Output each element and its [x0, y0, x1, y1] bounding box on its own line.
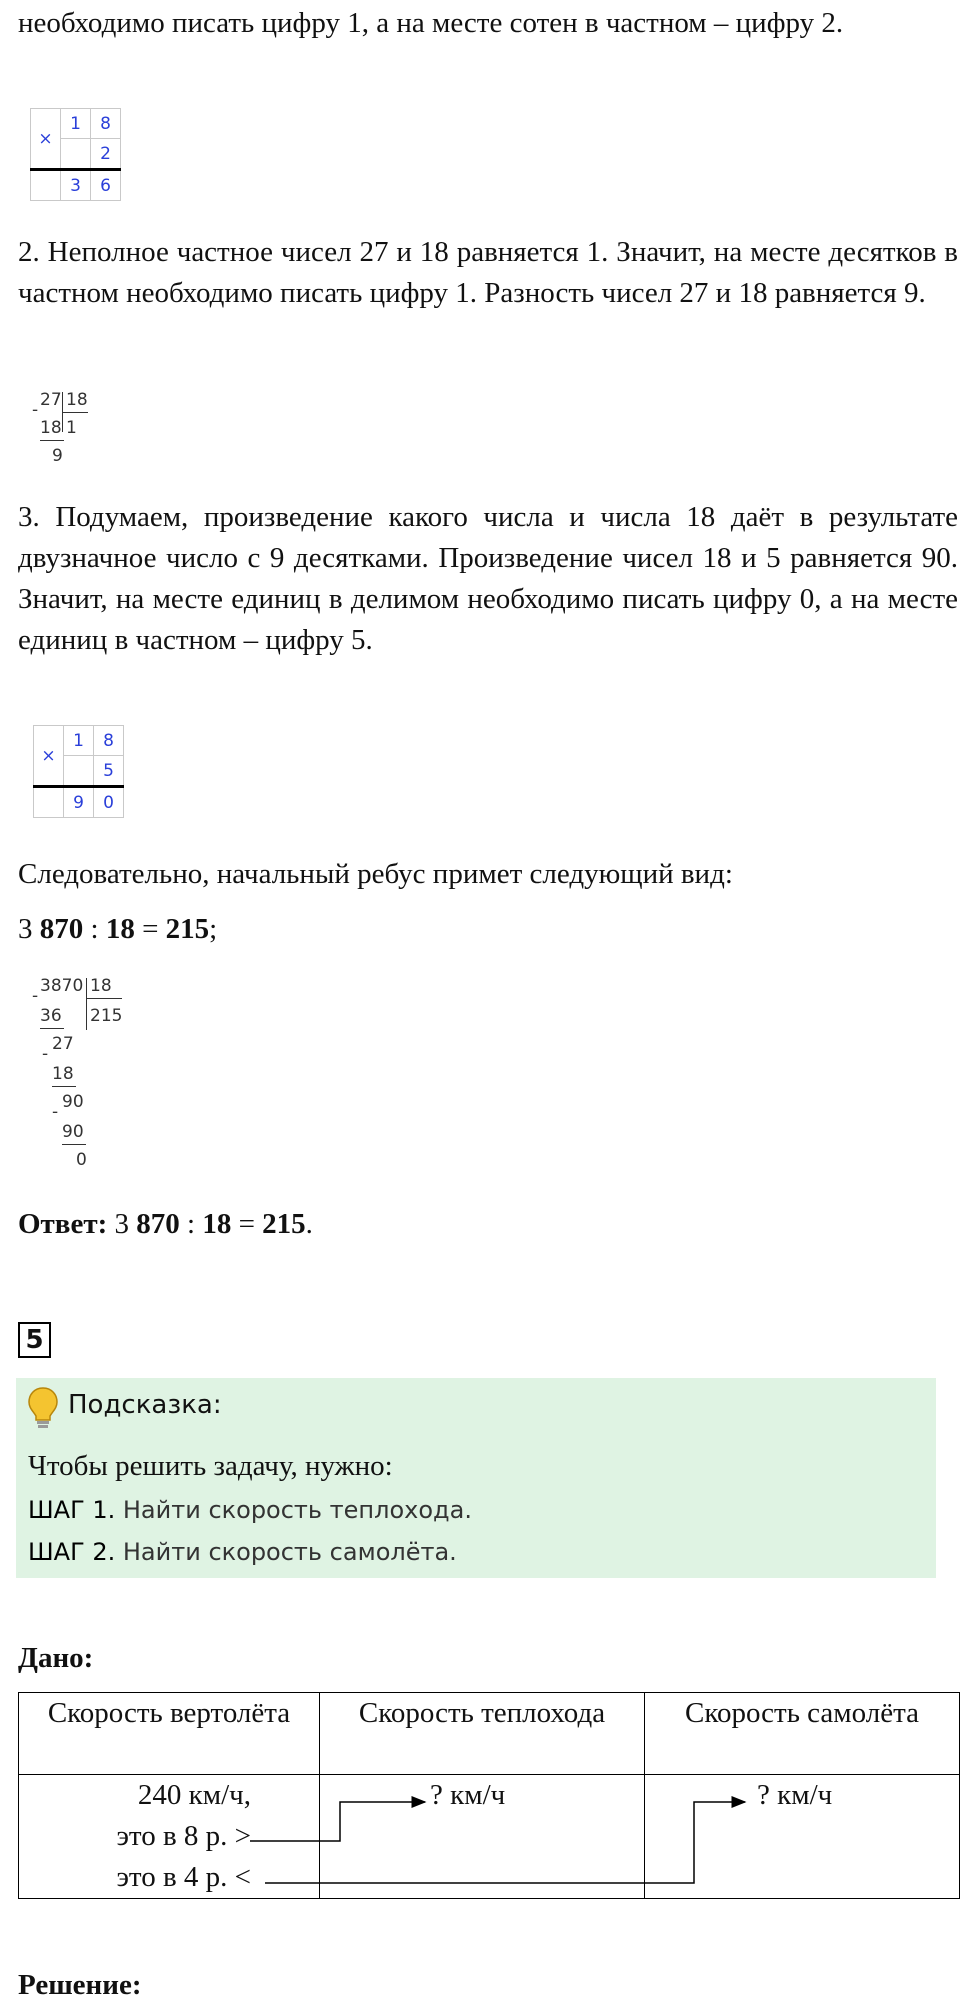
- answer-label: Ответ:: [18, 1208, 108, 1240]
- given-label-text: Дано:: [18, 1642, 94, 1674]
- division-step: 90: [62, 1122, 84, 1142]
- grid-cell: 1: [64, 726, 94, 756]
- step-2-text: 2. Неполное частное чисел 27 и 18 равняется 1. Значит, на месте десятков в частном необходимо писать цифру 1. Разность чисел 27 и 18 равняется 9.: [18, 236, 958, 309]
- arrow-to-plane: [265, 1802, 745, 1883]
- division-step: 90: [62, 1092, 84, 1112]
- division-dividend: 27: [40, 390, 62, 410]
- eq-part: 3: [18, 913, 40, 945]
- conclusion-text: Следовательно, начальный ребус примет следующий вид:: [18, 858, 733, 890]
- grid-cell: 0: [94, 787, 124, 818]
- grid-cell: 9: [64, 787, 94, 818]
- eq-part: =: [231, 1208, 263, 1240]
- division-divisor: 18: [66, 390, 88, 410]
- eq-part: .: [305, 1208, 313, 1240]
- division-quotient: 1: [66, 418, 77, 438]
- division-step: 27: [52, 1034, 74, 1054]
- relation-more: это в 8 р. >: [116, 1820, 251, 1852]
- table-header: Скорость вертолёта: [19, 1693, 320, 1775]
- eq-part-bold: 18: [202, 1208, 232, 1240]
- step-label: ШАГ 1.: [28, 1496, 116, 1524]
- unknown-speed: ? км/ч: [757, 1779, 833, 1811]
- step-text: Найти скорость самолёта.: [115, 1538, 457, 1566]
- multiply-sign: ×: [31, 109, 61, 170]
- grid-cell: 2: [91, 139, 121, 170]
- minus-sign: -: [32, 400, 39, 420]
- grid-cell: 6: [91, 170, 121, 201]
- step-text: Найти скорость теплохода.: [115, 1496, 472, 1524]
- grid-cell: 3: [61, 170, 91, 201]
- eq-part-bold: 870: [136, 1208, 180, 1240]
- division-dividend: 3870: [40, 976, 84, 996]
- division-divisor: 18: [90, 976, 112, 996]
- intro-text: необходимо писать цифру 1, а на месте сотен в частном – цифру 2.: [18, 7, 844, 39]
- minus-sign: -: [42, 1044, 49, 1064]
- speed-value: 240 км/ч,: [137, 1779, 251, 1811]
- eq-part: =: [134, 913, 166, 945]
- eq-part: 3: [107, 1208, 137, 1240]
- minus-sign: -: [32, 986, 39, 1006]
- step-label: ШАГ 2.: [28, 1538, 116, 1566]
- hint-title: Подсказка:: [68, 1390, 222, 1420]
- grid-cell: 8: [94, 726, 124, 756]
- eq-part-bold: 870: [39, 913, 84, 945]
- unknown-speed: ? км/ч: [430, 1779, 506, 1811]
- task-number-badge: 5: [18, 1322, 51, 1358]
- hint-intro: Чтобы решить задачу, нужно:: [28, 1450, 393, 1482]
- division-subtrahend: 18: [40, 418, 62, 438]
- grid-cell: 5: [94, 756, 124, 787]
- table-header: Скорость теплохода: [320, 1693, 645, 1775]
- grid-cell: 1: [61, 109, 91, 139]
- step-3-text: 3. Подумаем, произведение какого числа и числа 18 даёт в результате двузначное число с 9 десятками. Произведение чисел 18 и 5 равняется 90. Значит, на месте единиц в делимом необходимо писать цифру 0, а на месте единиц в частном – цифру 5.: [18, 501, 958, 656]
- relation-less: это в 4 р. <: [116, 1861, 251, 1893]
- eq-part-bold: 215: [165, 913, 210, 945]
- table-header: Скорость самолёта: [645, 1693, 960, 1775]
- eq-part: ;: [209, 913, 218, 945]
- division-step: 0: [76, 1150, 87, 1170]
- minus-sign: -: [52, 1102, 59, 1122]
- division-step: 18: [52, 1064, 74, 1084]
- division-quotient: 215: [90, 1006, 123, 1026]
- division-remainder: 9: [52, 446, 63, 466]
- eq-part-bold: 18: [105, 913, 135, 945]
- grid-cell: 8: [91, 109, 121, 139]
- eq-part: :: [83, 913, 106, 945]
- multiply-sign: ×: [34, 726, 64, 787]
- eq-part-bold: 215: [262, 1208, 306, 1240]
- solution-label-text: Решение:: [18, 1969, 142, 2001]
- eq-part: :: [179, 1208, 203, 1240]
- division-step: 36: [40, 1006, 62, 1026]
- arrow-to-ship: [250, 1802, 425, 1841]
